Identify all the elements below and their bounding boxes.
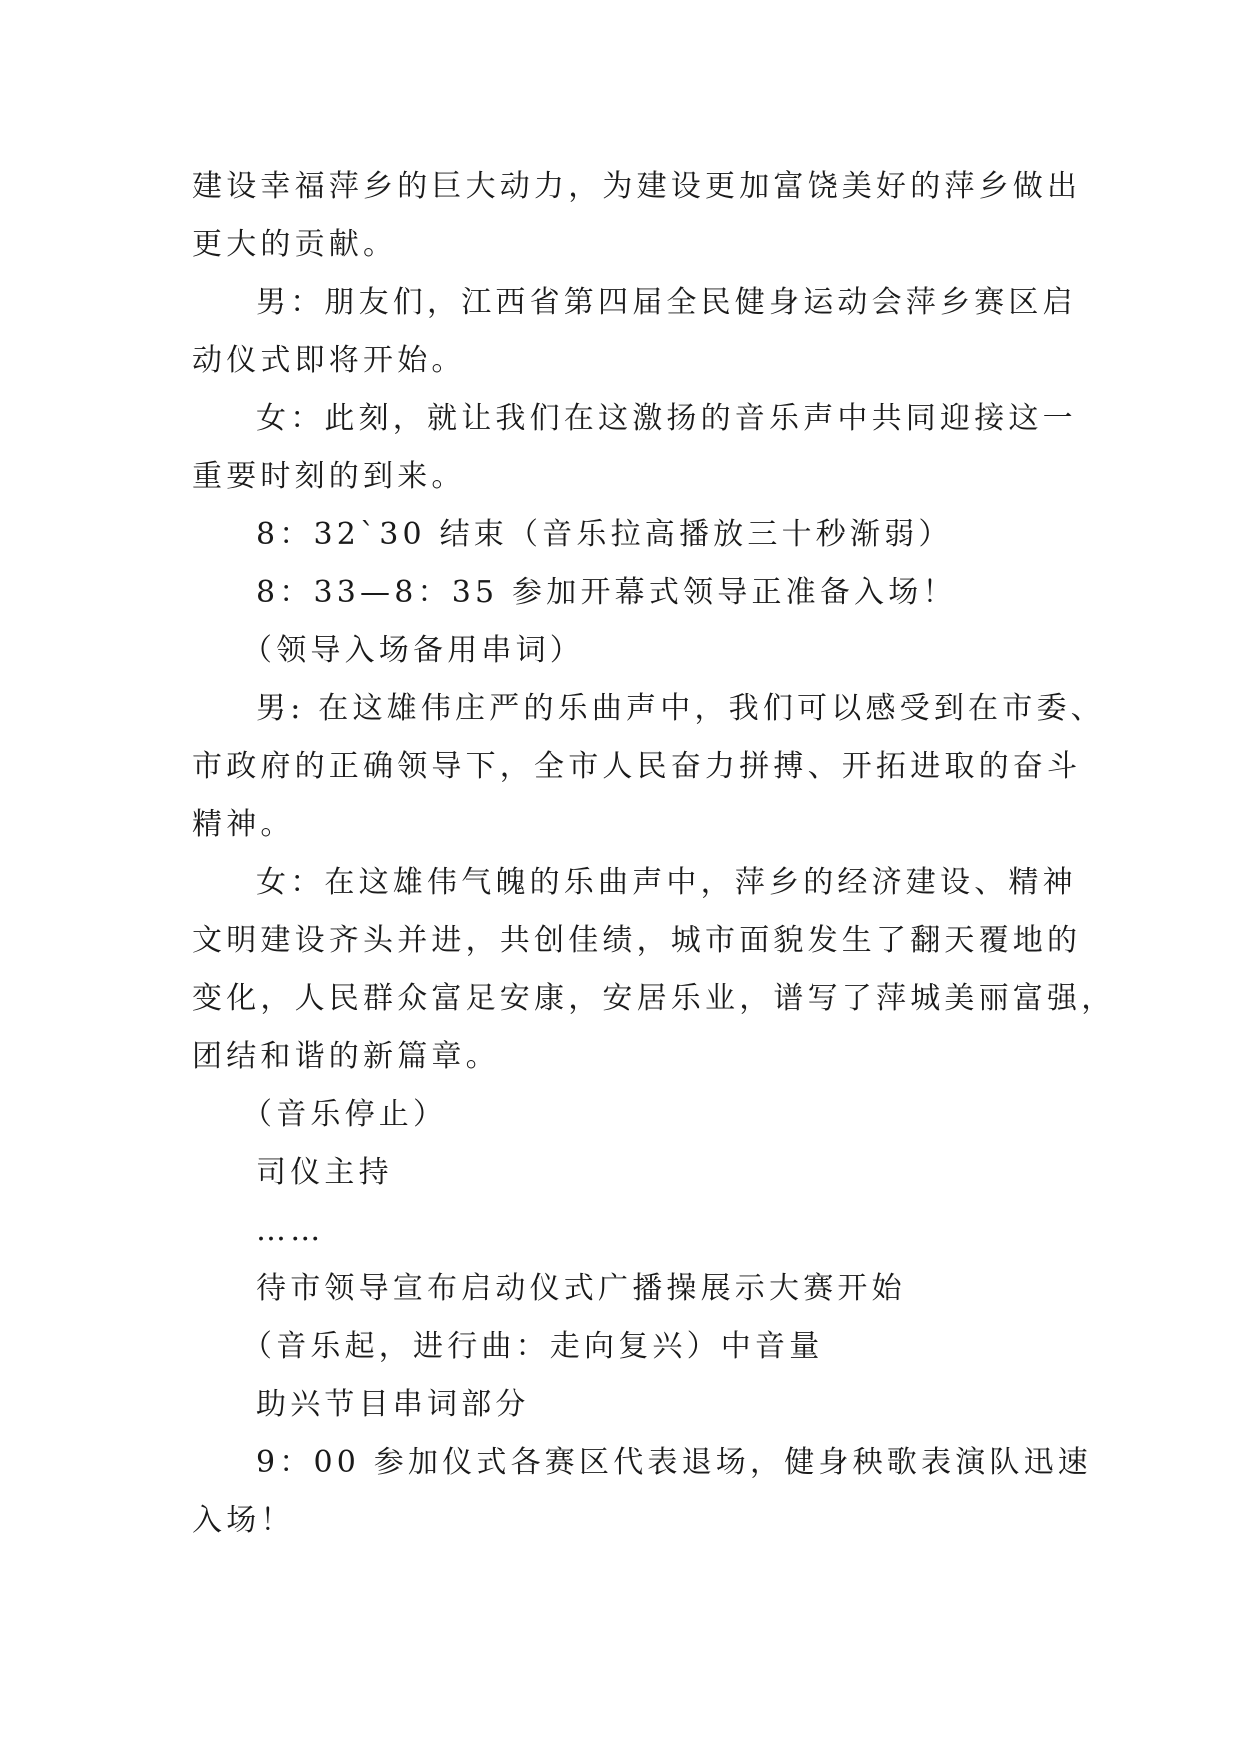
text-line: 女：此刻，就让我们在这激扬的音乐声中共同迎接这一 xyxy=(256,401,1077,436)
text-line: 女：在这雄伟气魄的乐曲声中，萍乡的经济建设、精神 xyxy=(256,865,1077,900)
text-line: 动仪式即将开始。 xyxy=(192,343,466,378)
text-line: 9：00 参加仪式各赛区代表退场，健身秧歌表演队迅速 xyxy=(256,1445,1092,1480)
text-line: （音乐停止） xyxy=(242,1097,448,1132)
text-line: 团结和谐的新篇章。 xyxy=(192,1039,500,1074)
text-line: 变化，人民群众富足安康，安居乐业，谱写了萍城美丽富强， xyxy=(192,981,1116,1016)
paragraph xyxy=(192,1144,1052,1202)
paragraph xyxy=(192,1318,1052,1376)
text-line: 重要时刻的到来。 xyxy=(192,459,466,494)
paragraph xyxy=(192,390,1077,506)
text-line: …… xyxy=(256,1213,325,1248)
text-line: 文明建设齐头并进，共创佳绩，城市面貌发生了翻天覆地的 xyxy=(192,923,1082,958)
paragraph xyxy=(192,1202,1052,1260)
text-line: （领导入场备用串词） xyxy=(242,633,584,668)
text-line: 8：32`30 结束（音乐拉高播放三十秒渐弱） xyxy=(256,517,953,552)
paragraph xyxy=(192,1260,1052,1318)
paragraph xyxy=(192,1086,1052,1144)
paragraph xyxy=(192,1376,1052,1434)
text-line: 市政府的正确领导下，全市人民奋力拼搏、开拓进取的奋斗 xyxy=(192,749,1082,784)
text-line: 男: 在这雄伟庄严的乐曲声中，我们可以感受到在市委、 xyxy=(256,691,1105,726)
text-line: 8：33—8：35 参加开幕式领导正准备入场！ xyxy=(256,575,957,610)
paragraph xyxy=(192,564,1052,622)
text-line: （音乐起，进行曲：走向复兴）中音量 xyxy=(242,1329,824,1364)
text-line: 助兴节目串词部分 xyxy=(256,1387,530,1422)
text-line: 更大的贡献。 xyxy=(192,227,398,262)
text-line: 入场！ xyxy=(192,1503,295,1538)
text-line: 精神。 xyxy=(192,807,295,842)
text-line: 男：朋友们，江西省第四届全民健身运动会萍乡赛区启 xyxy=(256,285,1077,320)
paragraph xyxy=(192,506,1052,564)
paragraph xyxy=(192,158,1082,274)
paragraph xyxy=(192,274,1077,390)
paragraph xyxy=(192,854,1116,1086)
text-line: 司仪主持 xyxy=(256,1155,393,1190)
text-line: 建设幸福萍乡的巨大动力，为建设更加富饶美好的萍乡做出 xyxy=(192,169,1082,204)
paragraph xyxy=(192,680,1105,854)
text-line: 待市领导宣布启动仪式广播操展示大赛开始 xyxy=(256,1271,906,1306)
paragraph xyxy=(192,1434,1092,1550)
document-page xyxy=(192,158,1116,1550)
paragraph xyxy=(192,622,1052,680)
